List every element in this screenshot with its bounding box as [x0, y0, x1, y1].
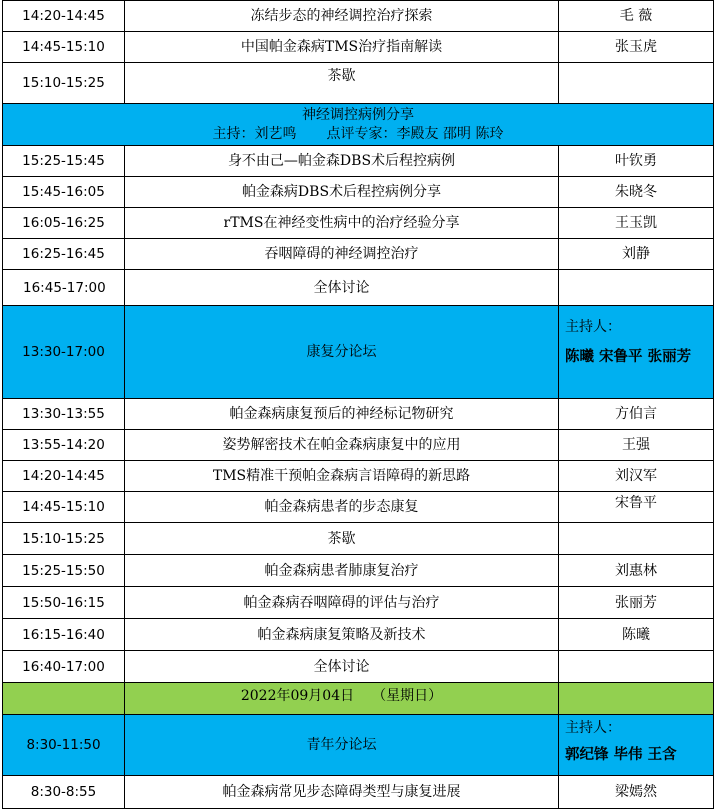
talk-title: TMS精准干预帕金森病言语障碍的新思路: [125, 461, 559, 492]
time-cell: 15:25-15:50: [3, 555, 125, 587]
speaker-name: 刘静: [559, 239, 714, 270]
speaker-name: 梁嫣然: [559, 776, 714, 809]
forum-row: [3, 306, 714, 399]
speaker-name: 刘惠林: [559, 555, 714, 587]
chair-label: 主持人：: [565, 720, 621, 736]
section-header: [3, 104, 714, 146]
section-header-row: [3, 104, 714, 146]
date-cell: [125, 683, 559, 715]
speaker-name: [559, 63, 714, 104]
chair-names: 郭纪锋 毕伟 王含: [565, 747, 677, 763]
time-cell: 15:25-15:45: [3, 146, 125, 177]
speaker-name: 王玉凯: [559, 208, 714, 239]
time-cell: 16:05-16:25: [3, 208, 125, 239]
talk-title: 帕金森病DBS术后程控病例分享: [125, 177, 559, 208]
session-row: [3, 461, 714, 492]
chair-label: 主持人：: [565, 319, 621, 335]
speaker-name: 宋鲁平: [559, 492, 714, 523]
time-cell: 16:45-17:00: [3, 270, 125, 306]
speaker-name: 叶钦勇: [559, 146, 714, 177]
time-cell: 14:45-15:10: [3, 492, 125, 523]
time-cell: 14:20-14:45: [3, 1, 125, 32]
forum-chairs: [559, 715, 714, 776]
section-title: 神经调控病例分享: [302, 106, 414, 123]
section-host: 主持：刘艺鸣: [212, 125, 297, 142]
discussion-row: [3, 270, 714, 306]
schedule-table: [2, 0, 714, 809]
session-row: [3, 146, 714, 177]
session-row: [3, 587, 714, 619]
time-cell: 13:55-14:20: [3, 430, 125, 461]
time-cell: 13:30-17:00: [3, 306, 125, 399]
talk-title: 身不由己—帕金森DBS术后程控病例: [125, 146, 559, 177]
forum-title: 康复分论坛: [125, 306, 559, 399]
section-hosts: [7, 125, 709, 144]
time-cell: 15:45-16:05: [3, 177, 125, 208]
date-empty-cell: [559, 683, 714, 715]
session-row: [3, 208, 714, 239]
time-cell: 8:30-11:50: [3, 715, 125, 776]
session-row: [3, 399, 714, 430]
speaker-name: 毛 薇: [559, 1, 714, 32]
speaker-name: 张丽芳: [559, 587, 714, 619]
speaker-name: 方伯言: [559, 399, 714, 430]
session-row: [3, 239, 714, 270]
forum-row: [3, 715, 714, 776]
talk-title: 姿势解密技术在帕金森病康复中的应用: [125, 430, 559, 461]
session-row: [3, 776, 714, 809]
session-row: [3, 177, 714, 208]
time-cell: 16:15-16:40: [3, 619, 125, 651]
session-row: [3, 430, 714, 461]
session-row: [3, 619, 714, 651]
forum-chairs: [559, 306, 714, 399]
time-cell: 14:20-14:45: [3, 461, 125, 492]
time-cell: 15:50-16:15: [3, 587, 125, 619]
talk-title: rTMS在神经变性病中的治疗经验分享: [125, 208, 559, 239]
session-row: [3, 492, 714, 523]
talk-title: 吞咽障碍的神经调控治疗: [125, 239, 559, 270]
discussion-row: [3, 651, 714, 683]
section-reviewers: 点评专家：李殿友 邵明 陈玲: [326, 125, 504, 142]
speaker-name: 朱晓冬: [559, 177, 714, 208]
talk-title: 帕金森病康复预后的神经标记物研究: [125, 399, 559, 430]
date-text: 2022年09月04日: [240, 688, 355, 704]
talk-title: 全体讨论: [125, 270, 559, 306]
talk-title: 茶歇: [125, 523, 559, 555]
session-row: [3, 32, 714, 63]
session-row: [3, 555, 714, 587]
talk-title: 全体讨论: [125, 651, 559, 683]
time-cell: 14:45-15:10: [3, 32, 125, 63]
speaker-name: 张玉虎: [559, 32, 714, 63]
time-cell: 15:10-15:25: [3, 63, 125, 104]
speaker-name: [559, 651, 714, 683]
talk-title: 帕金森病患者肺康复治疗: [125, 555, 559, 587]
time-cell: 16:25-16:45: [3, 239, 125, 270]
chair-names: 陈曦 宋鲁平 张丽芳: [565, 349, 692, 365]
time-cell: 8:30-8:55: [3, 776, 125, 809]
time-cell: 16:40-17:00: [3, 651, 125, 683]
speaker-name: 王强: [559, 430, 714, 461]
talk-title: 帕金森病康复策略及新技术: [125, 619, 559, 651]
weekday-text: （星期日）: [372, 688, 443, 704]
talk-title: 帕金森病患者的步态康复: [125, 492, 559, 523]
date-empty-cell: [3, 683, 125, 715]
forum-title: 青年分论坛: [125, 715, 559, 776]
talk-title: 茶歇: [125, 63, 559, 104]
speaker-name: 刘汉军: [559, 461, 714, 492]
talk-title: 帕金森病常见步态障碍类型与康复进展: [125, 776, 559, 809]
time-cell: 15:10-15:25: [3, 523, 125, 555]
time-cell: 13:30-13:55: [3, 399, 125, 430]
speaker-name: [559, 523, 714, 555]
talk-title: 中国帕金森病TMS治疗指南解读: [125, 32, 559, 63]
break-row: [3, 63, 714, 104]
session-row: [3, 1, 714, 32]
talk-title: 帕金森病吞咽障碍的评估与治疗: [125, 587, 559, 619]
speaker-name: [559, 270, 714, 306]
date-row: [3, 683, 714, 715]
talk-title: 冻结步态的神经调控治疗探索: [125, 1, 559, 32]
break-row: [3, 523, 714, 555]
speaker-name: 陈曦: [559, 619, 714, 651]
